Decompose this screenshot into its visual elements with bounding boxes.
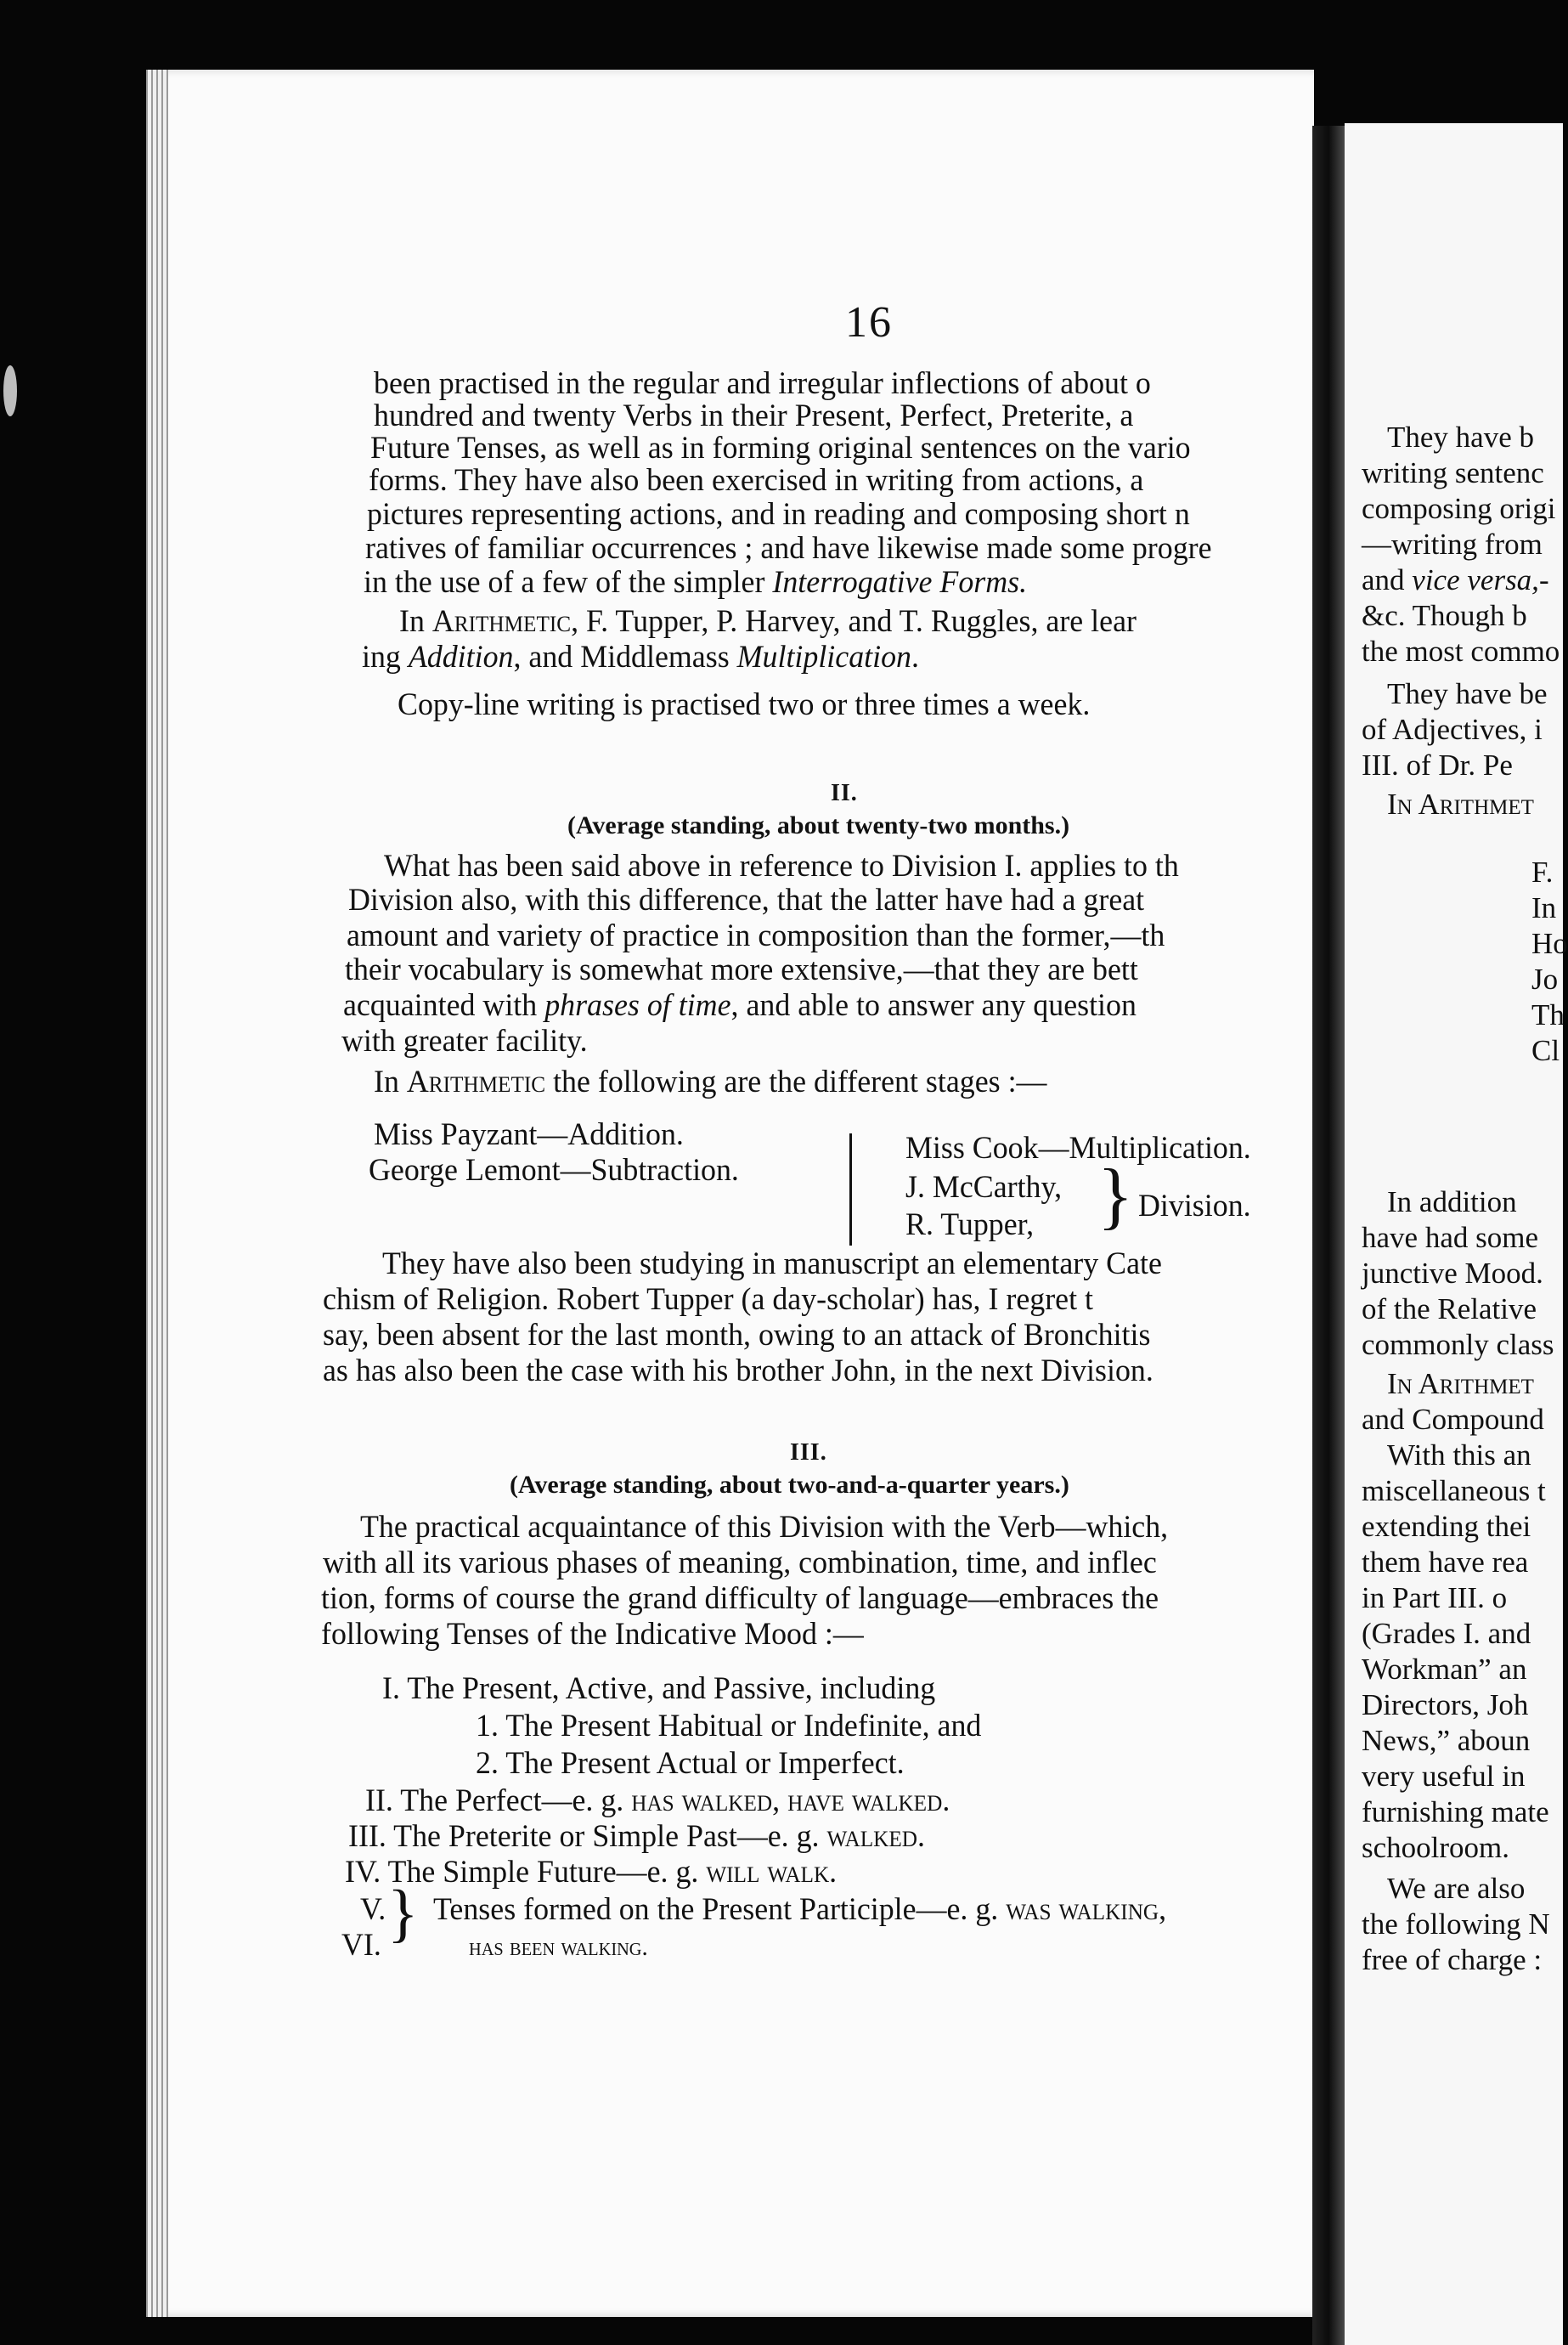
paragraph-line: hundred and twenty Verbs in their Present, Perfect, Preterite, a (374, 398, 1134, 433)
right-line: Cl (1531, 1034, 1560, 1067)
paragraph-line: say, been absent for the last month, owing to an attack of Bronchitis (323, 1318, 1151, 1353)
tense-item: 2. The Present Actual or Imperfect. (476, 1746, 905, 1781)
division-subheading: (Average standing, about two-and-a-quarter years.) (510, 1471, 1069, 1499)
right-line: In (1531, 891, 1557, 924)
tense-item: V. (360, 1892, 386, 1927)
division-heading: III. (790, 1439, 827, 1466)
right-line: the most commo (1362, 635, 1560, 668)
stage-item: George Lemont—Subtraction. (369, 1153, 739, 1188)
right-page (1345, 123, 1568, 2345)
right-line: Directors, Joh (1362, 1688, 1529, 1721)
right-line: They have be (1387, 677, 1548, 710)
tense-item: I. The Present, Active, and Passive, including (382, 1671, 936, 1706)
paragraph-line: Division also, with this difference, that the latter have had a great (348, 883, 1145, 918)
paragraph-line: They have also been studying in manuscript an elementary Cate (382, 1246, 1162, 1281)
right-line: writing sentenc (1362, 456, 1544, 489)
paragraph-line: forms. They have also been exercised in writing from actions, a (369, 463, 1144, 498)
right-line: In Arithmet (1387, 1367, 1534, 1400)
right-line: free of charge : (1362, 1943, 1543, 1976)
right-line: them have rea (1362, 1545, 1529, 1579)
right-line: of the Relative (1362, 1292, 1537, 1325)
right-line: (Grades I. and (1362, 1617, 1531, 1650)
tense-item: II. The Perfect—e. g. has walked, have walked. (365, 1783, 950, 1818)
right-line: schoolroom. (1362, 1831, 1510, 1864)
paragraph-line: with all its various phases of meaning, combination, time, and inflec (323, 1545, 1157, 1580)
right-line: and vice versa,- (1362, 563, 1549, 596)
right-line: composing origi (1362, 492, 1556, 525)
stage-item: Miss Payzant—Addition. (374, 1117, 684, 1152)
right-line: We are also (1387, 1872, 1526, 1905)
paragraph-line: been practised in the regular and irregular inflections of about o (374, 366, 1151, 401)
right-line: News,” aboun (1362, 1724, 1531, 1757)
right-line: —writing from (1362, 528, 1543, 561)
brace: } (387, 1878, 419, 1949)
paragraph-line: The practical acquaintance of this Division with the Verb—which, (360, 1510, 1169, 1545)
paragraph-line: in the use of a few of the simpler Interrogative Forms. (364, 565, 1028, 600)
right-line: In Arithmet (1387, 788, 1534, 821)
paragraph-line: their vocabulary is somewhat more extensive,—that they are bett (345, 952, 1138, 987)
tense-item: IV. The Simple Future—e. g. will walk. (345, 1855, 838, 1890)
right-line: extending thei (1362, 1510, 1531, 1543)
right-line: in Part III. o (1362, 1581, 1508, 1614)
right-line: the following N (1362, 1907, 1550, 1941)
right-line: very useful in (1362, 1760, 1526, 1793)
paragraph-line: amount and variety of practice in composition than the former,—th (347, 918, 1165, 953)
book-gutter (1312, 126, 1345, 2345)
right-line: Jo (1531, 963, 1559, 996)
right-line: and Compound (1362, 1403, 1544, 1436)
division-subheading: (Average standing, about twenty-two months.) (567, 811, 1070, 839)
brace: } (1097, 1155, 1134, 1237)
paragraph-line: pictures representing actions, and in reading and composing short n (367, 497, 1190, 532)
right-line: of Adjectives, i (1362, 713, 1543, 746)
paragraph-line: with greater facility. (341, 1024, 588, 1059)
stage-item: J. McCarthy, (905, 1170, 1063, 1205)
tense-item: has been walking. (469, 1933, 648, 1961)
right-line: &c. Though b (1362, 599, 1527, 632)
paragraph-line: What has been said above in reference to Division I. applies to th (384, 849, 1179, 884)
right-line: Th (1531, 998, 1565, 1031)
column-divider (849, 1133, 852, 1246)
right-line: Ho (1531, 927, 1568, 960)
right-line: Workman” an (1362, 1653, 1527, 1686)
stage-division-label: Division. (1138, 1189, 1251, 1223)
right-line: commonly class (1362, 1328, 1554, 1361)
right-line: F. (1531, 856, 1554, 889)
paragraph-line: In Arithmetic the following are the different stages :— (374, 1065, 1047, 1099)
paragraph-line: ratives of familiar occurrences ; and have likewise made some progre (365, 531, 1212, 566)
right-line: They have b (1387, 421, 1534, 454)
tense-item: III. The Preterite or Simple Past—e. g. walked. (348, 1819, 925, 1854)
stage-item: Miss Cook—Multiplication. (905, 1131, 1251, 1166)
tense-item: Tenses formed on the Present Participle—e. g. was walking, (433, 1892, 1167, 1927)
division-heading: II. (831, 780, 858, 806)
paragraph-line: following Tenses of the Indicative Mood :— (321, 1617, 864, 1652)
tense-item: VI. (341, 1928, 381, 1963)
paragraph-line: acquainted with phrases of time, and able to answer any question (343, 988, 1137, 1023)
paragraph-line: ing Addition, and Middlemass Multiplication. (362, 640, 919, 675)
paragraph-line: Copy-line writing is practised two or three times a week. (398, 687, 1091, 722)
right-line: miscellaneous t (1362, 1474, 1546, 1507)
paragraph-line: Future Tenses, as well as in forming original sentences on the vario (370, 431, 1191, 466)
right-line: junctive Mood. (1362, 1257, 1543, 1290)
paragraph-line: chism of Religion. Robert Tupper (a day-scholar) has, I regret t (323, 1282, 1094, 1317)
stage-item: R. Tupper, (905, 1207, 1035, 1242)
paragraph-line: as has also been the case with his brother John, in the next Division. (323, 1353, 1153, 1388)
page-number: 16 (845, 298, 893, 347)
tense-item: 1. The Present Habitual or Indefinite, and (476, 1709, 982, 1743)
right-line: furnishing mate (1362, 1795, 1549, 1828)
right-line: With this an (1387, 1438, 1531, 1472)
paragraph-line: In Arithmetic, F. Tupper, P. Harvey, and T. Ruggles, are lear (399, 604, 1137, 639)
right-line: III. of Dr. Pe (1362, 749, 1513, 782)
right-line: have had some (1362, 1221, 1538, 1254)
right-line: In addition (1387, 1185, 1517, 1218)
paragraph-line: tion, forms of course the grand difficulty of language—embraces the (321, 1581, 1159, 1616)
